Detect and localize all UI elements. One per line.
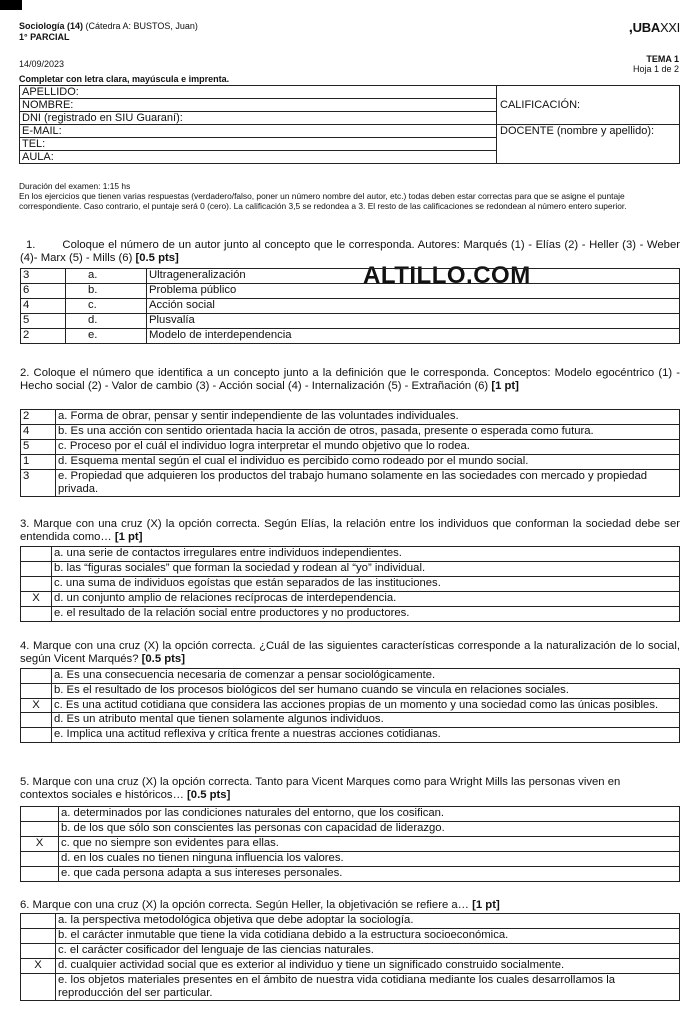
option-letter: e. [66,329,147,344]
answer-cell[interactable] [21,807,59,822]
answer-cell[interactable] [21,914,56,929]
table-row [21,410,680,425]
q6-answer-table [20,913,680,1001]
table-row [21,929,680,944]
answer-cell[interactable] [21,577,52,592]
table-row [21,284,680,299]
table-row [21,684,680,699]
option-text: d. cualquier actividad social que es exterior al individuo y tiene un significado construido socialmente. [56,959,680,974]
option-text: d. Es un atributo mental que tienen solamente algunos individuos. [52,713,680,728]
table-row [21,425,680,440]
option-text: b. el carácter inmutable que tiene la vida cotidiana debido a la estructura socioeconómica. [56,929,680,944]
course-line [19,21,198,32]
tel-field[interactable]: TEL: [20,138,497,151]
tema-label: TEMA 1 [646,54,679,64]
q1-number: 1. [26,239,36,251]
option-text: a. la perspectiva metodológica objetiva que debe adoptar la sociología. [56,914,680,929]
table-row [21,269,680,284]
option-text: e. los objetos materiales presentes en el ámbito de nuestra vida cotidiana mediante los cuales desarrollamos la reproducción del ser particular. [56,974,680,1001]
q4-text: 4. Marque con una cruz (X) la opción correcta. ¿Cuál de las siguientes características corresponde a la naturalización de lo social, según Vicent Marqués? [20,640,680,665]
option-text: c. que no siempre son evidentes para ellas. [59,837,680,852]
course-chair: (Cátedra A: BUSTOS, Juan) [83,21,198,31]
table-row [21,974,680,1001]
aula-field[interactable]: AULA: [20,151,497,164]
option-text: d. en los cuales no tienen ninguna influencia los valores. [59,852,680,867]
q1-text: Coloque el número de un autor junto al concepto que le corresponda. Autores: Marqués (1) - Elías (2) - Heller (3) - Weber (4)- Marx (5) - Mills (6) [20,239,680,264]
answer-cell[interactable]: X [21,592,52,607]
option-text: b. las “figuras sociales” que forman la sociedad y rodean al “yo” individual. [52,562,680,577]
option-letter: c. [66,299,147,314]
answer-cell[interactable] [21,713,52,728]
option-letter: d. [66,314,147,329]
course-name: Sociología (14) [19,21,84,31]
email-field[interactable]: E-MAIL: [20,125,497,138]
table-row [21,837,680,852]
q1-answer-table [20,268,680,344]
table-row [21,944,680,959]
q2-answer-table [20,409,680,497]
table-row [21,807,680,822]
answer-cell[interactable]: 3 [21,470,56,497]
option-text: c. una suma de individuos egoístas que están separados de las instituciones. [52,577,680,592]
question-4-prompt [20,640,680,666]
answer-cell[interactable] [21,684,52,699]
table-row [21,607,680,622]
uba-xxi-logo: ,UBAXXI [628,19,680,36]
question-6-prompt [20,899,680,912]
option-text: a. una serie de contactos irregulares entre individuos independientes. [52,547,680,562]
table-row [21,713,680,728]
option-text: c. Proceso por el cuál el individuo logra interpretar el mundo objetivo que lo rodea. [56,440,680,455]
answer-cell[interactable] [21,669,52,684]
answer-cell[interactable] [21,547,52,562]
option-text: Ultrageneralización [147,269,680,284]
table-row [21,562,680,577]
exam-label: 1° PARCIAL [19,32,70,42]
option-text: c. el carácter cosificador del lenguaje de las ciencias naturales. [56,944,680,959]
q4-points: [0.5 pts] [141,653,185,665]
option-text: Plusvalía [147,314,680,329]
question-5-prompt [20,776,650,802]
option-letter: b. [66,284,147,299]
option-text: e. el resultado de la relación social entre productores y no productores. [52,607,680,622]
altillo-watermark: ALTILLO.COM [363,262,531,289]
table-row [21,547,680,562]
answer-cell[interactable]: 6 [21,284,66,299]
option-text: c. Es una actitud cotidiana que considera las acciones propias de un momento y una sociedad como las únicas posibles. [52,699,680,713]
table-row [21,577,680,592]
q2-points: [1 pt] [491,380,519,392]
option-text: b. de los que sólo son conscientes las personas con capacidad de liderazgo. [59,822,680,837]
q3-answer-table [20,546,680,622]
answer-cell[interactable] [21,852,59,867]
q3-points: [1 pt] [114,531,143,543]
option-letter: a. [66,269,147,284]
table-row [21,914,680,929]
option-text: e. Propiedad que adquieren los productos del trabajo humano solamente en las sociedades con mercado y propiedad privada. [56,470,680,497]
table-row [21,728,680,743]
hoja-label: Hoja 1 de 2 [632,64,679,74]
option-text: b. Es una acción con sentido orientada hacia la acción de otros, pasada, presente o esperada como futura. [56,425,680,440]
table-row [21,867,680,882]
question-2-prompt [20,367,680,393]
q6-text: 6. Marque con una cruz (X) la opción correcta. Según Heller, la objetivación se refiere a… [20,899,469,911]
option-text: Acción social [147,299,680,314]
q5-points: [0.5 pts] [187,789,231,801]
answer-cell[interactable] [21,974,56,1001]
answer-cell[interactable] [21,929,56,944]
logo-xxi: XXI [659,20,680,35]
answer-cell[interactable]: 5 [21,314,66,329]
fill-instruction: Completar con letra clara, mayúscula e imprenta. [19,74,230,84]
answer-cell[interactable]: 4 [21,425,56,440]
q5-answer-table [20,806,680,882]
table-row [21,852,680,867]
q1-points: [0.5 pts] [135,252,179,264]
logo-uba: UBA [632,20,660,35]
table-row [21,592,680,607]
student-id-table [19,85,680,164]
table-row [21,822,680,837]
option-text: Problema público [147,284,680,299]
answer-cell[interactable]: X [21,699,52,713]
answer-cell[interactable] [21,867,59,882]
table-row [21,314,680,329]
answer-cell[interactable]: 3 [21,269,66,284]
corner-black-bar [0,0,22,10]
question-3-prompt [20,518,680,544]
exam-duration: Duración del examen: 1:15 hs [19,181,131,191]
answer-cell[interactable]: 2 [21,410,56,425]
table-row [21,299,680,314]
option-text: e. que cada persona adapta a sus intereses personales. [59,867,680,882]
dni-field[interactable]: DNI (registrado en SIU Guaraní): [20,112,497,125]
q5-text: 5. Marque con una cruz (X) la opción correcta. Tanto para Vicent Marques como para Wright Mills las personas viven en contextos sociales e históricos… [20,776,621,801]
option-text: e. Implica una actitud reflexiva y crítica frente a nuestras acciones cotidianas. [52,728,680,743]
docente-field[interactable]: DOCENTE (nombre y apellido): [497,125,680,164]
option-text: d. un conjunto amplio de relaciones recíprocas de interdependencia. [52,592,680,607]
q2-text: 2. Coloque el número que identifica a un concepto junto a la definición que le corresponda. Conceptos: Modelo egocéntrico (1) - Hecho social (2) - Valor de cambio (3) - Acción social (4) - Internalización (5) - Extrañación (6) [20,367,680,392]
q3-text: 3. Marque con una cruz (X) la opción correcta. Según Elías, la relación entre los individuos que conforman la sociedad debe ser entendida como… [20,518,680,543]
table-row [21,699,680,713]
answer-cell[interactable]: X [21,959,56,974]
q4-answer-table [20,668,680,743]
answer-cell[interactable] [21,728,52,743]
table-row [21,440,680,455]
table-row [21,455,680,470]
answer-cell[interactable]: X [21,837,59,852]
option-text: Modelo de interdependencia [147,329,680,344]
table-row [21,959,680,974]
exam-instructions [19,181,683,211]
answer-cell[interactable] [21,562,52,577]
table-row [21,329,680,344]
table-row [21,669,680,684]
apellido-field[interactable]: APELLIDO: [20,86,497,99]
option-text: b. Es el resultado de los procesos biológicos del ser humano cuando se vincula en relaciones sociales. [52,684,680,699]
nombre-field[interactable]: NOMBRE: [20,99,497,112]
table-row [21,470,680,497]
q6-points: [1 pt] [472,899,500,911]
option-text: a. Es una consecuencia necesaria de comenzar a pensar sociológicamente. [52,669,680,684]
exam-date: 14/09/2023 [19,59,65,69]
answer-cell[interactable]: 2 [21,329,66,344]
option-text: a. Forma de obrar, pensar y sentir independiente de las voluntades individuales. [56,410,680,425]
calificacion-field[interactable]: CALIFICACIÓN: [497,86,680,125]
option-text: d. Esquema mental según el cual el individuo es percibido como rodeado por el mundo social. [56,455,680,470]
answer-cell[interactable]: 4 [21,299,66,314]
answer-cell[interactable] [21,944,56,959]
answer-cell[interactable] [21,822,59,837]
answer-cell[interactable]: 5 [21,440,56,455]
grading-rules: En los ejercicios que tienen varias respuestas (verdadero/falso, poner un número nombre del autor, etc.) todas deben estar correctas para que se asigne el puntaje correspondiente. Caso contrario, el puntaje será 0 (cero). La calificación 3,5 se redondea a 3. El resto de las calificaciones se redondean al número entero superior. [19,191,627,211]
question-1-prompt [20,239,680,265]
option-text: a. determinados por las condiciones naturales del entorno, que los cosifican. [59,807,680,822]
answer-cell[interactable]: 1 [21,455,56,470]
answer-cell[interactable] [21,607,52,622]
